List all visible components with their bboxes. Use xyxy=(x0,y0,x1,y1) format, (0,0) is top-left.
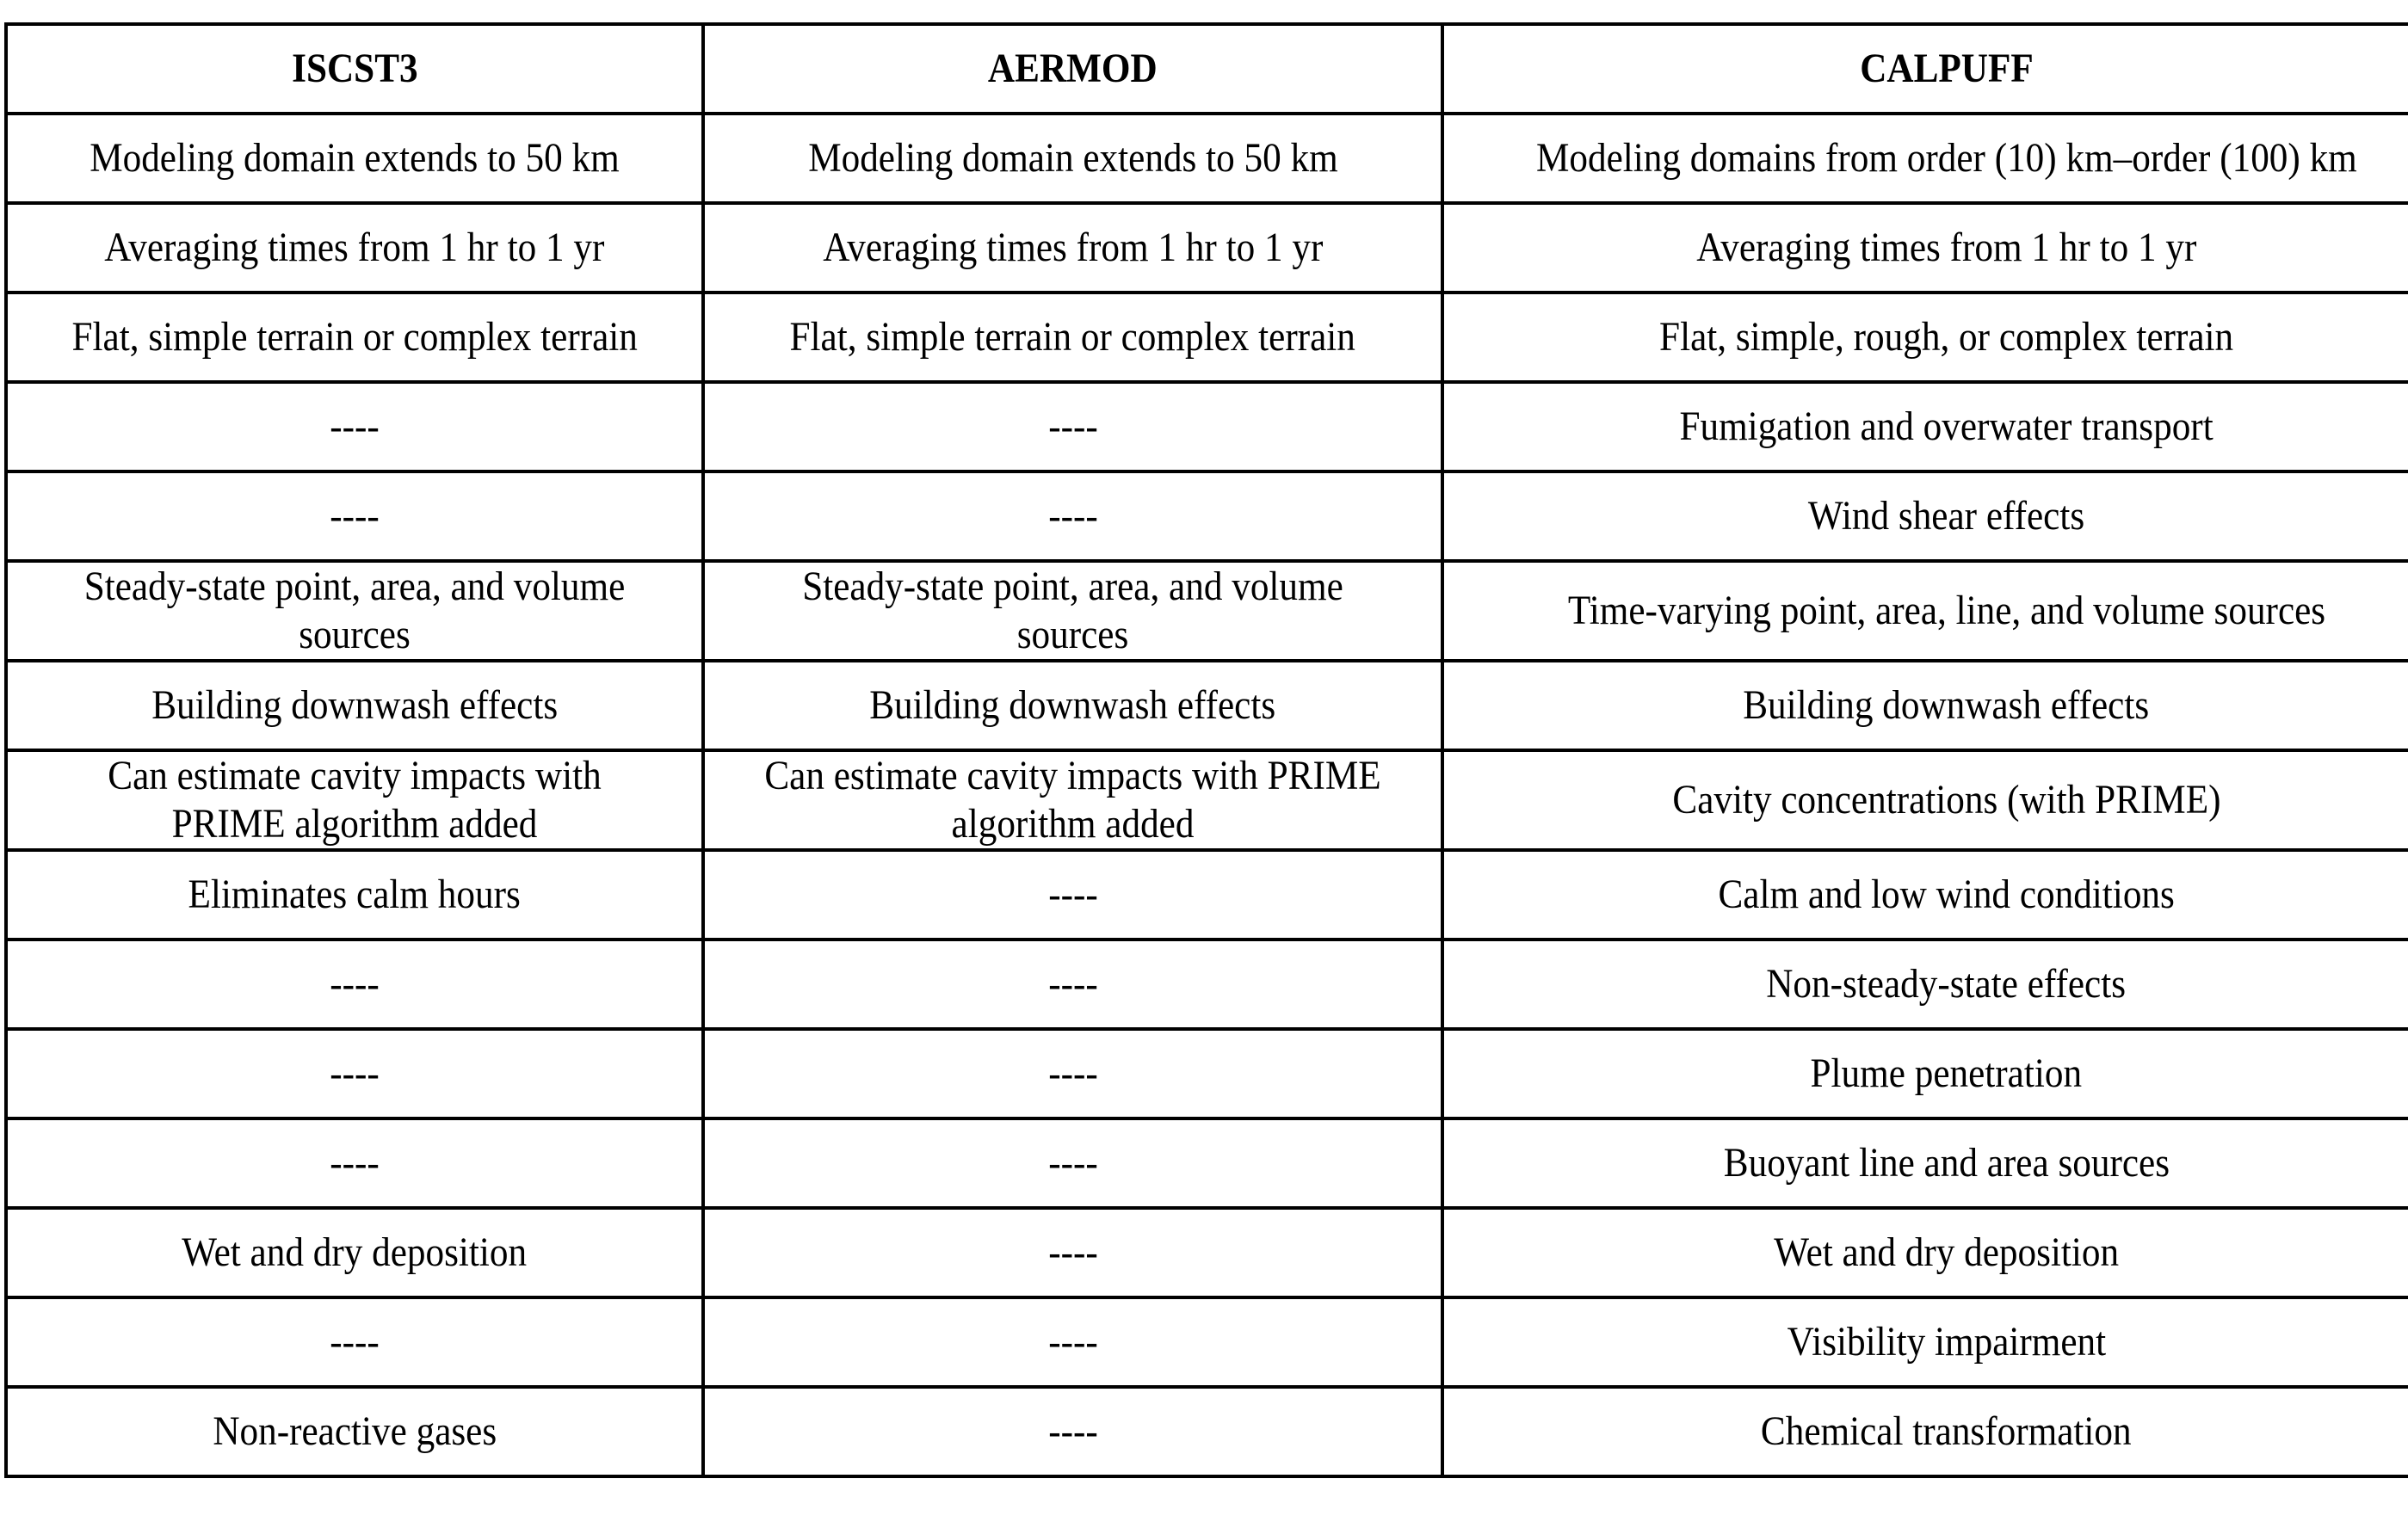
cell-iscst3 xyxy=(6,561,703,661)
table-row xyxy=(6,1387,2408,1476)
cell-text: Wet and dry deposition xyxy=(1774,1229,2119,1275)
cell-text: Averaging times from 1 hr to 1 yr xyxy=(104,225,605,270)
table-row xyxy=(6,561,2408,661)
table-row xyxy=(6,382,2408,471)
cell-text: Calm and low wind conditions xyxy=(1718,872,2175,917)
table-row xyxy=(6,203,2408,293)
cell-calpuff xyxy=(1442,1029,2408,1118)
header-aermod: AERMOD xyxy=(703,24,1442,114)
cell-iscst3 xyxy=(6,1387,703,1476)
table-row xyxy=(6,750,2408,850)
cell-calpuff xyxy=(1442,471,2408,561)
cell-aermod xyxy=(703,471,1442,561)
cell-text: ---- xyxy=(330,1319,380,1365)
cell-text: Chemical transformation xyxy=(1761,1408,2132,1454)
cell-text: ---- xyxy=(1047,1408,1098,1454)
cell-aermod xyxy=(703,203,1442,293)
cell-aermod xyxy=(703,1118,1442,1208)
cell-calpuff xyxy=(1442,850,2408,940)
cell-calpuff xyxy=(1442,203,2408,293)
cell-aermod xyxy=(703,114,1442,203)
cell-iscst3 xyxy=(6,382,703,471)
cell-text: ---- xyxy=(1047,872,1098,917)
cell-text: Modeling domain extends to 50 km xyxy=(807,135,1338,181)
cell-aermod xyxy=(703,661,1442,750)
cell-iscst3 xyxy=(6,203,703,293)
cell-aermod xyxy=(703,1208,1442,1297)
cell-text: Wet and dry deposition xyxy=(182,1229,528,1275)
cell-calpuff xyxy=(1442,940,2408,1029)
cell-iscst3 xyxy=(6,750,703,850)
cell-text: ---- xyxy=(1047,1319,1098,1365)
cell-text: Steady-state point, area, and volume sources xyxy=(83,564,626,657)
cell-text: Plume penetration xyxy=(1810,1050,2083,1096)
cell-iscst3 xyxy=(6,1029,703,1118)
cell-text: Can estimate cavity impacts with PRIME algorithm added xyxy=(764,753,1381,847)
cell-text: Non-reactive gases xyxy=(213,1408,497,1454)
cell-text: Modeling domain extends to 50 km xyxy=(90,135,620,181)
cell-calpuff xyxy=(1442,1297,2408,1387)
table-row xyxy=(6,114,2408,203)
cell-aermod xyxy=(703,850,1442,940)
cell-iscst3 xyxy=(6,1118,703,1208)
cell-text: ---- xyxy=(1047,493,1098,539)
cell-calpuff xyxy=(1442,1118,2408,1208)
cell-calpuff xyxy=(1442,561,2408,661)
cell-text: ---- xyxy=(330,493,380,539)
cell-text: ---- xyxy=(330,961,380,1007)
cell-aermod xyxy=(703,1297,1442,1387)
cell-text: Averaging times from 1 hr to 1 yr xyxy=(1695,225,2197,270)
cell-text: Modeling domains from order (10) km–order (100) km xyxy=(1535,135,2357,181)
cell-aermod xyxy=(703,1029,1442,1118)
cell-text: Flat, simple terrain or complex terrain xyxy=(71,314,638,360)
cell-aermod xyxy=(703,750,1442,850)
table-row xyxy=(6,1029,2408,1118)
cell-text: ---- xyxy=(330,1050,380,1096)
cell-iscst3 xyxy=(6,1297,703,1387)
table-row xyxy=(6,1297,2408,1387)
cell-iscst3 xyxy=(6,940,703,1029)
cell-text: Building downwash effects xyxy=(151,682,558,728)
cell-text: Fumigation and overwater transport xyxy=(1679,404,2214,449)
cell-iscst3 xyxy=(6,293,703,382)
cell-text: Non-steady-state effects xyxy=(1766,961,2127,1007)
cell-text: Visibility impairment xyxy=(1787,1319,2106,1365)
cell-calpuff xyxy=(1442,1387,2408,1476)
cell-text: Cavity concentrations (with PRIME) xyxy=(1671,777,2221,823)
cell-aermod xyxy=(703,1387,1442,1476)
cell-text: ---- xyxy=(1047,404,1098,449)
cell-calpuff xyxy=(1442,1208,2408,1297)
table-row xyxy=(6,940,2408,1029)
cell-text: Wind shear effects xyxy=(1807,493,2085,539)
cell-aermod xyxy=(703,293,1442,382)
cell-iscst3 xyxy=(6,114,703,203)
cell-text: Buoyant line and area sources xyxy=(1723,1140,2170,1186)
cell-iscst3 xyxy=(6,471,703,561)
cell-aermod xyxy=(703,382,1442,471)
cell-text: Time-varying point, area, line, and volume sources xyxy=(1567,588,2325,633)
cell-text: Flat, simple terrain or complex terrain xyxy=(789,314,1356,360)
cell-text: Flat, simple, rough, or complex terrain xyxy=(1658,314,2234,360)
cell-text: Averaging times from 1 hr to 1 yr xyxy=(822,225,1324,270)
header-calpuff: CALPUFF xyxy=(1442,24,2408,114)
cell-text: Building downwash effects xyxy=(1743,682,2150,728)
cell-text: ---- xyxy=(1047,961,1098,1007)
cell-calpuff xyxy=(1442,293,2408,382)
cell-aermod xyxy=(703,561,1442,661)
model-comparison-table xyxy=(4,22,2408,1478)
cell-text: ---- xyxy=(1047,1229,1098,1275)
cell-text: ---- xyxy=(1047,1050,1098,1096)
cell-calpuff xyxy=(1442,114,2408,203)
table-row xyxy=(6,293,2408,382)
cell-iscst3 xyxy=(6,661,703,750)
table-row xyxy=(6,661,2408,750)
cell-iscst3 xyxy=(6,850,703,940)
cell-iscst3 xyxy=(6,1208,703,1297)
cell-text: ---- xyxy=(1047,1140,1098,1186)
cell-text: ---- xyxy=(330,404,380,449)
header-row xyxy=(6,24,2408,114)
cell-text: Building downwash effects xyxy=(869,682,1276,728)
cell-text: Can estimate cavity impacts with PRIME algorithm added xyxy=(108,753,602,847)
table-row xyxy=(6,471,2408,561)
table-row xyxy=(6,1118,2408,1208)
header-iscst3: ISCST3 xyxy=(6,24,703,114)
cell-calpuff xyxy=(1442,661,2408,750)
table-row xyxy=(6,1208,2408,1297)
cell-calpuff xyxy=(1442,382,2408,471)
cell-text: Eliminates calm hours xyxy=(188,872,522,917)
cell-text: ---- xyxy=(330,1140,380,1186)
cell-text: Steady-state point, area, and volume sources xyxy=(802,564,1343,657)
cell-calpuff xyxy=(1442,750,2408,850)
table-row xyxy=(6,850,2408,940)
cell-aermod xyxy=(703,940,1442,1029)
